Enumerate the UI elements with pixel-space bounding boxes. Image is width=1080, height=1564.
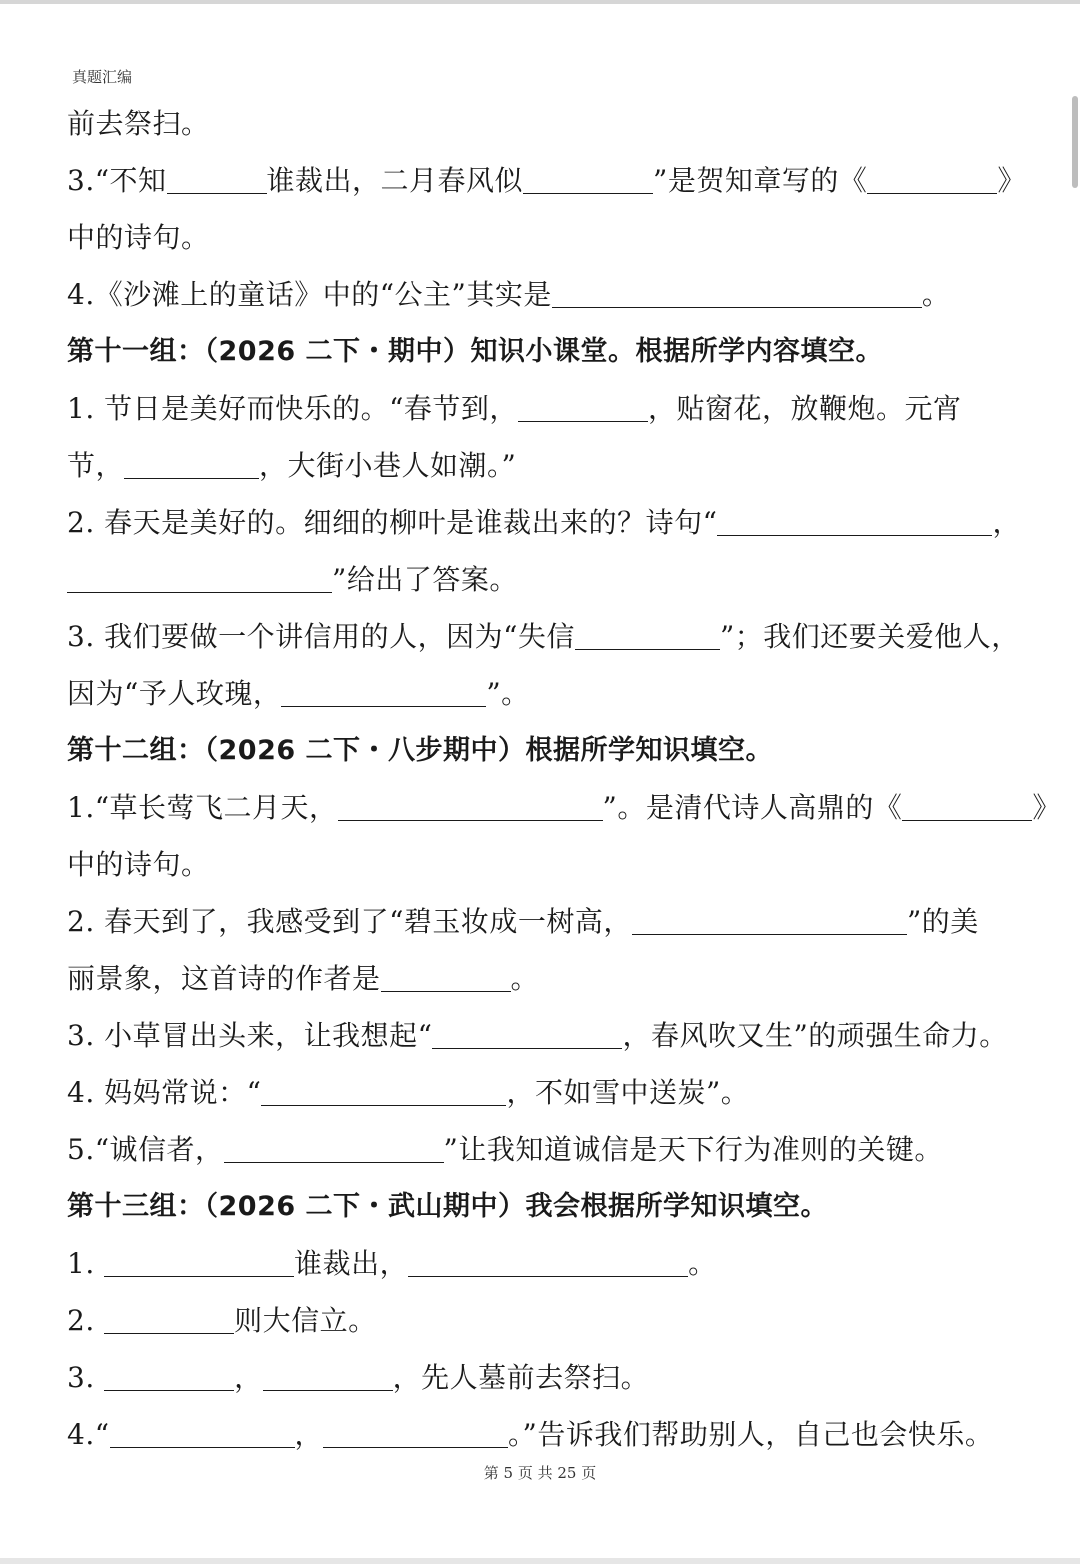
answer-blank[interactable] [224,1132,444,1163]
line-text: ， [294,1418,324,1451]
line-text: 1.“草长莺飞二月天， [67,791,338,824]
question-line [67,608,1027,665]
line-text: 前去祭扫。 [67,107,210,140]
answer-blank[interactable] [338,790,603,821]
line-text: 3. 小草冒出头来，让我想起“ [67,1019,433,1052]
question-line [67,1292,1027,1349]
text-line [67,209,1027,266]
question-line [67,380,1027,437]
answer-blank[interactable] [263,1360,393,1391]
line-text: ， [992,506,1021,539]
line-text: 节， [67,449,125,482]
line-text: ，春风吹又生”的顽强生命力。 [622,1019,1008,1052]
answer-blank[interactable] [261,1075,506,1106]
line-text: 2. 春天是美好的。细细的柳叶是谁裁出来的？诗句“ [67,506,718,539]
line-text: 4. 妈妈常说：“ [67,1076,262,1109]
line-text: 4.《沙滩上的童话》中的“公主”其实是 [67,278,552,311]
line-text: 丽景象，这首诗的作者是 [67,962,381,995]
line-text: 谁裁出， [294,1247,409,1280]
section-title-text: 第十三组：（2026 二下・武山期中）我会根据所学知识填空。 [67,1191,829,1222]
answer-blank[interactable] [323,1417,508,1448]
section-title-text: 第十二组：（2026 二下・八步期中）根据所学知识填空。 [67,735,774,766]
document-body [67,95,1061,1463]
answer-blank[interactable] [408,1246,688,1277]
section-title [67,323,1027,380]
text-line [67,95,1027,152]
question-line [67,437,1027,494]
line-text: ”的美 [906,905,979,938]
line-text: 中的诗句。 [67,221,210,254]
answer-blank[interactable] [67,562,332,593]
line-text: 1. 节日是美好而快乐的。“春节到， [67,392,518,425]
line-text: 2. 春天到了，我感受到了“碧玉妆成一树高， [67,905,632,938]
page-number: 第 5 页 共 25 页 [483,1464,597,1482]
answer-blank[interactable] [575,619,720,650]
question-line [67,1349,1027,1406]
section-title [67,722,1027,779]
line-text: 》 [1032,791,1061,824]
question-line [67,1007,1027,1064]
section-title-text: 第十一组：（2026 二下・期中）知识小课堂。根据所学内容填空。 [67,336,884,367]
answer-blank[interactable] [104,1246,294,1277]
line-text: 因为“予人玫瑰， [67,677,282,710]
line-text: 。 [688,1247,717,1280]
question-line [67,950,1027,1007]
question-line [67,494,1027,551]
answer-blank[interactable] [281,676,486,707]
answer-blank[interactable] [523,163,653,194]
question-line [67,1064,1027,1121]
line-text: 4.“ [67,1418,110,1451]
question-line [67,1406,1027,1463]
answer-blank[interactable] [104,1360,234,1391]
line-text: 则大信立。 [234,1304,377,1337]
answer-blank[interactable] [552,277,922,308]
line-text: 5.“诚信者， [67,1133,224,1166]
header-label: 真题汇编 [72,68,133,86]
line-text: 2. [67,1304,105,1337]
section-title [67,1178,1027,1235]
answer-blank[interactable] [167,163,267,194]
line-text: 。 [510,962,540,995]
line-text: 1. [67,1247,105,1280]
top-edge [0,0,1080,4]
line-text: ，先人墓前去祭扫。 [392,1361,650,1394]
line-text: 3.“不知 [67,164,167,197]
line-text: 。”告诉我们帮助别人，自己也会快乐。 [508,1418,994,1451]
answer-blank[interactable] [867,163,997,194]
line-text: ， [234,1361,263,1394]
answer-blank[interactable] [110,1417,295,1448]
answer-blank[interactable] [518,391,648,422]
line-text: ”；我们还要关爱他人， [719,620,1020,653]
answer-blank[interactable] [902,790,1032,821]
scrollbar-thumb[interactable] [1072,96,1078,188]
question-line [67,266,1027,323]
line-text: 》 [997,164,1026,197]
line-text: ，大街小巷人如潮。” [259,449,517,482]
answer-blank[interactable] [632,904,907,935]
question-line [67,779,1061,836]
question-line [67,1121,1027,1178]
line-text: 3. [67,1361,105,1394]
line-text: 谁裁出，二月春风似 [266,164,524,197]
answer-blank[interactable] [124,448,259,479]
answer-blank[interactable] [381,961,511,992]
line-text: ”是贺知章写的《 [653,164,868,197]
question-line [67,665,1027,722]
line-text: 中的诗句。 [67,848,210,881]
answer-blank[interactable] [717,505,992,536]
question-line [67,893,1027,950]
line-text: 。 [921,278,951,311]
line-text: ”让我知道诚信是天下行为准则的关键。 [443,1133,943,1166]
question-line [67,551,1027,608]
answer-blank[interactable] [432,1018,622,1049]
text-line [67,836,1027,893]
question-line [67,1235,1027,1292]
line-text: ”。 [486,677,530,710]
line-text: ”。是清代诗人高鼎的《 [602,791,903,824]
line-text: ，贴窗花，放鞭炮。元宵 [647,392,962,425]
question-line [67,152,1027,209]
line-text: 3. 我们要做一个讲信用的人，因为“失信 [67,620,575,653]
line-text: ，不如雪中送炭”。 [506,1076,750,1109]
answer-blank[interactable] [104,1303,234,1334]
line-text: ”给出了答案。 [332,563,518,596]
bottom-edge [0,1558,1080,1564]
